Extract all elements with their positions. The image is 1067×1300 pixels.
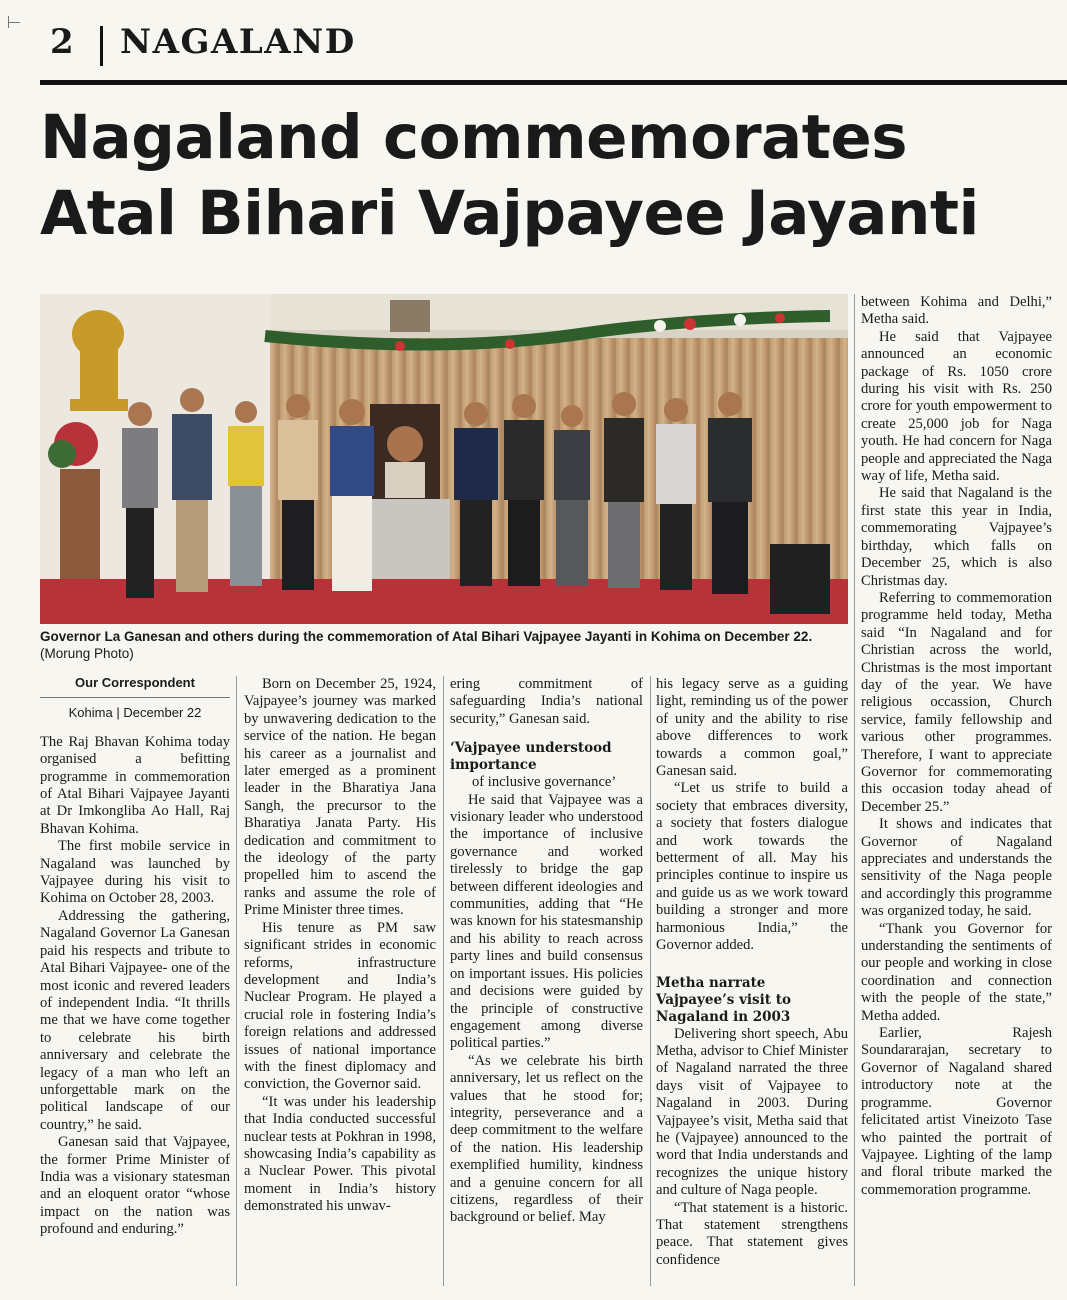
crop-mark [8,22,20,23]
photo-credit: (Morung Photo) [40,646,134,661]
paragraph: He said that Vajpayee was a visionary leader who understood the importance of inclusive governance and worked tirelessly to bridge the gap between different ideologies and communities, adding that “He was known for his statesmanship and his ability to reach across party lines and build consensus on important issues. His policies and decisions were guided by the principle of constructive engagement among diverse political parties.” [450,791,643,1052]
headline [40,100,1067,252]
article-column-5 [861,294,1052,1199]
column-rule [650,676,651,1286]
paragraph: It shows and indicates that Governor of Nagaland appreciates and understands the sensitivity of the Naga people and accordingly this programme was organized today, he said. [861,816,1052,920]
byline: Our Correspondent [75,675,195,690]
subheading: Metha narrate Vajpayee’s visit to Nagaland in 2003 [656,974,791,1025]
subheading: ‘Vajpayee understood importance [450,740,612,774]
paragraph: ering commitment of safeguarding India’s national security,” Ganesan said. [450,676,643,727]
article-column-3 [450,676,643,1227]
paragraph: He said that Vajpayee announced an economic package of Rs. 1050 crore during his visit with Rs. 250 crore for youth empowerment to create 25,000 job for Naga youth. He had concern for Naga people and appreciated the Naga way of life, Metha said. [861,328,1052,485]
paragraph: His tenure as PM saw significant strides in economic reforms, infrastructure development and India’s Nuclear Program. He played a crucial role in fostering India’s foreign relations and addressed issues of national importance with the finest diplomacy and conviction, the Governor said. [244,919,436,1093]
paragraph: He said that Nagaland is the first state this year in India, commemorating Vajpayee’s birthday, which falls on December 25, which is also Christmas day. [861,485,1052,589]
event-photo [40,294,848,624]
paragraph: his legacy serve as a guiding light, reminding us of the power of unity and the ability to rise above differences to work towards a common goal,” Ganesan said. [656,676,848,780]
article-column-1 [40,674,230,1239]
masthead-divider [100,26,103,66]
dateline: Kohima | December 22 [68,705,202,721]
paragraph: “As we celebrate his birth anniversary, let us reflect on the values that he stood for; integrity, perseverance and a deep commitment to the welfare of the nation. His leadership exemplified humility, kindness and a genuine concern for all citizens, regardless of their background or belief. May [450,1052,643,1226]
headline-line-1: Nagaland commemorates [40,102,908,173]
paragraph: between Kohima and Delhi,” Metha said. [861,294,1052,328]
column-rule [443,676,444,1286]
paragraph: Delivering short speech, Abu Metha, advisor to Chief Minister of Nagaland narrated the three days visit of Vajpayee to Nagaland in 2003. During Vajpayee’s visit, Metha said that he (Vajpayee) announced to the word that India understands and recognizes the unique history and culture of Naga people. [656,1025,848,1199]
masthead-rule [40,80,1067,85]
paragraph: Referring to commemoration programme held today, Metha said “In Nagaland and for Christian across the world, Christmas is the most important day of the year. We have religious occassion, Church service, family fellowship and various other programmes. Therefore, I want to appreciate Governor for commemorating this occasion today ahead of December 25.” [861,589,1052,815]
paragraph: Earlier, Rajesh Soundararajan, secretary to Governor of Nagaland shared introductory note at the programme. Governor felicitated artist Vineizoto Tase who painted the portrait of Vajpayee. Lighting of the lamp and floral tribute marked the commemoration programme. [861,1025,1052,1198]
paragraph: Born on December 25, 1924, Vajpayee’s journey was marked by unwavering dedication to the service of the nation. He began his career as a journalist and later emerged as a prominent leader in the Bharatiya Jana Sangh, the precursor to the Bharatiya Janata Party. His dedication and commitment to the ideology of the party propelled him to ascend the ranks and assume the role of Prime Minister three times. [244,676,436,919]
page-number: 2 [50,22,74,62]
paragraph: Ganesan said that Vajpayee, the former Prime Minister of India was a visionary statesman and an eloquent orator “whose impact on the nation was profound and enduring.” [40,1134,230,1238]
paragraph: “It was under his leadership that India conducted successful nuclear tests at Pokhran in 1998, showcasing India’s capability as a Nuclear Power. This pivotal moment in India’s history demonstrated his unwav- [244,1093,436,1215]
paragraph: Addressing the gathering, Nagaland Governor La Ganesan paid his respects and tribute to Atal Bihari Vajpayee- one of the most iconic and revered leaders of independent India. “It thrills me that we have come together to celebrate his birth anniversary and celebrate the legacy of a man who left an unforgettable mark on the political landscape of our country,” he said. [40,907,230,1133]
headline-line-2: Atal Bihari Vajpayee Jayanti [40,178,979,249]
paragraph: “Thank you Governor for understanding the sentiments of our people and working in close coordination and connection with the people of the state,” Metha added. [861,920,1052,1024]
section-title: NAGALAND [120,22,356,62]
photo-caption [40,628,850,662]
paragraph: The first mobile service in Nagaland was launched by Vajpayee during his visit to Kohima on October 28, 2003. [40,838,230,907]
paragraph: “Let us strife to build a society that embraces diversity, a society that fosters dialogue and work towards the betterment of all. May his principles continue to inspire us and guide us as we work toward building a stronger and more harmonious India,” the Governor added. [656,780,848,954]
crop-mark-vertical [8,16,9,28]
column-rule [236,676,237,1286]
column-rule [854,294,855,1286]
article-column-4 [656,676,848,1269]
caption-text: Governor La Ganesan and others during the commemoration of Atal Bihari Vajpayee Jayanti in Kohima on December 22. [40,629,813,644]
article-column-2 [244,676,436,1216]
paragraph: “That statement is a historic. That statement strengthens peace. That statement gives confidence [656,1199,848,1268]
paragraph: The Raj Bhavan Kohima today organised a befitting programme in commemoration of Atal Bihari Vajpayee Jayanti at Dr Imkongliba Ao Hall, Raj Bhavan Kohima. [40,733,230,837]
byline-rule [40,697,230,698]
subheading-tail: of inclusive governance’ [472,774,617,791]
